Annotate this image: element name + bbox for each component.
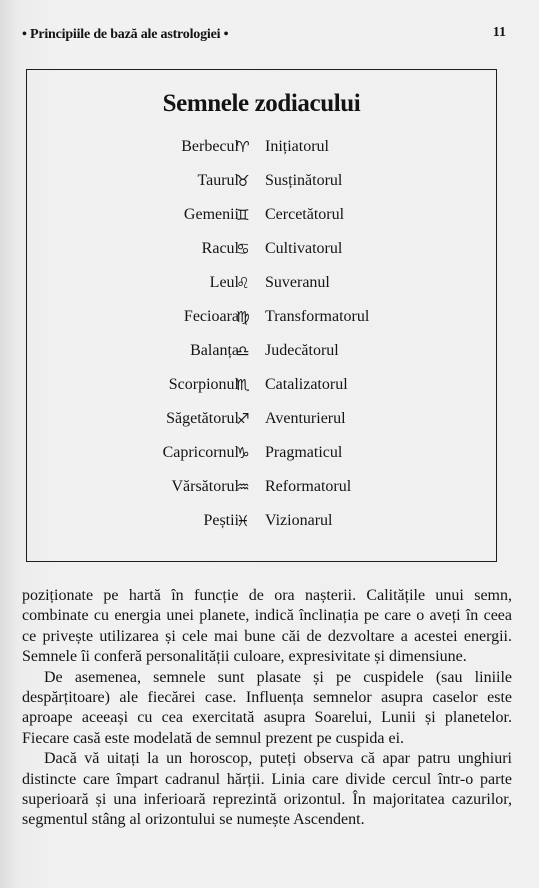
sign-archetype: Reformatorul bbox=[265, 478, 352, 495]
leo-icon: ♌︎ bbox=[236, 274, 250, 292]
sign-archetype: Susținătorul bbox=[265, 172, 343, 189]
sign-name: Capricornul bbox=[162, 444, 239, 461]
virgo-icon: ♍︎ bbox=[236, 308, 250, 326]
sign-row-scorpio bbox=[27, 372, 496, 398]
sign-row-virgo bbox=[27, 304, 496, 330]
sign-row-aries bbox=[27, 134, 496, 160]
sign-row-sagittarius bbox=[27, 406, 496, 432]
sign-archetype: Cercetătorul bbox=[265, 206, 345, 223]
sign-row-aquarius bbox=[27, 474, 496, 500]
sign-name: Berbecul bbox=[181, 138, 239, 155]
sign-name: Scorpionul bbox=[168, 376, 239, 393]
sign-archetype: Aventurierul bbox=[265, 410, 346, 427]
sign-row-taurus bbox=[27, 168, 496, 194]
sign-archetype: Pragmaticul bbox=[265, 444, 343, 461]
sign-name: Leul bbox=[209, 274, 239, 291]
chapter-title: • Principiile de bază ale astrologiei • bbox=[22, 27, 229, 42]
cancer-icon: ♋︎ bbox=[236, 240, 250, 258]
taurus-icon: ♉︎ bbox=[236, 172, 250, 190]
sign-archetype: Cultivatorul bbox=[265, 240, 343, 257]
aries-icon: ♈︎ bbox=[236, 138, 250, 156]
running-header bbox=[22, 27, 512, 49]
sign-name: Balanța bbox=[190, 342, 239, 359]
sign-archetype: Catalizatorul bbox=[265, 376, 348, 393]
pisces-icon: ♓︎ bbox=[236, 512, 250, 530]
sign-name: Săgetătorul bbox=[166, 410, 239, 427]
paragraph: poziționate pe hartă în funcție de ora nașterii. Calitățile unui semn, combinate cu energia unei planete, indică înclinația pe care o aveți în ceea ce privește utilizarea și cele mai bune căi de dezvoltare a acestei energii. Semnele îi conferă personalității culoare, expresivitate și dimensiune. bbox=[22, 587, 512, 666]
sign-row-pisces bbox=[27, 508, 496, 534]
sign-row-gemini bbox=[27, 202, 496, 228]
sign-row-cancer bbox=[27, 236, 496, 262]
sign-name: Racul bbox=[201, 240, 239, 257]
paragraph: Dacă vă uitați la un horoscop, puteți observa că apar patru unghiuri distincte care împart cadranul hărții. Linia care divide cercul într-o parte superioară și una inferioară reprezintă orizontul. În majoritatea cazurilor, segmentul stâng al orizontului se numește Ascendent. bbox=[22, 750, 512, 829]
page-number: 11 bbox=[492, 25, 506, 40]
sign-name: Taurul bbox=[197, 172, 239, 189]
sign-archetype: Suveranul bbox=[265, 274, 330, 291]
sign-name: Gemenii bbox=[183, 206, 239, 223]
sign-row-libra bbox=[27, 338, 496, 364]
sagittarius-icon: ♐︎ bbox=[236, 410, 250, 428]
sign-name: Peștii bbox=[203, 512, 239, 529]
sign-row-leo bbox=[27, 270, 496, 296]
gemini-icon: ♊︎ bbox=[236, 206, 250, 224]
sign-archetype: Vizionarul bbox=[265, 512, 333, 529]
sign-name: Vărsătorul bbox=[171, 478, 239, 495]
body-text bbox=[22, 586, 512, 831]
aquarius-icon: ♒︎ bbox=[236, 478, 250, 496]
libra-icon: ♎︎ bbox=[236, 342, 250, 360]
sign-archetype: Transformatorul bbox=[265, 308, 370, 325]
zodiac-signs-box bbox=[26, 69, 497, 562]
paragraph: De asemenea, semnele sunt plasate și pe cuspidele (sau liniile despărțitoare) ale fiecărei case. Influența semnelor asupra caselor este aproape aceeași cu cea exercitată asupra Soarelui, Lunii și planetelor. Fiecare casă este modelată de semnul prezent pe cuspida ei. bbox=[22, 668, 512, 747]
box-title: Semnele zodiacului bbox=[162, 90, 361, 117]
sign-row-capricorn bbox=[27, 440, 496, 466]
sign-archetype: Inițiatorul bbox=[265, 138, 329, 155]
scorpio-icon: ♏︎ bbox=[236, 376, 250, 394]
capricorn-icon: ♑︎ bbox=[236, 444, 250, 462]
sign-archetype: Judecătorul bbox=[265, 342, 339, 359]
sign-name: Fecioara bbox=[183, 308, 239, 325]
